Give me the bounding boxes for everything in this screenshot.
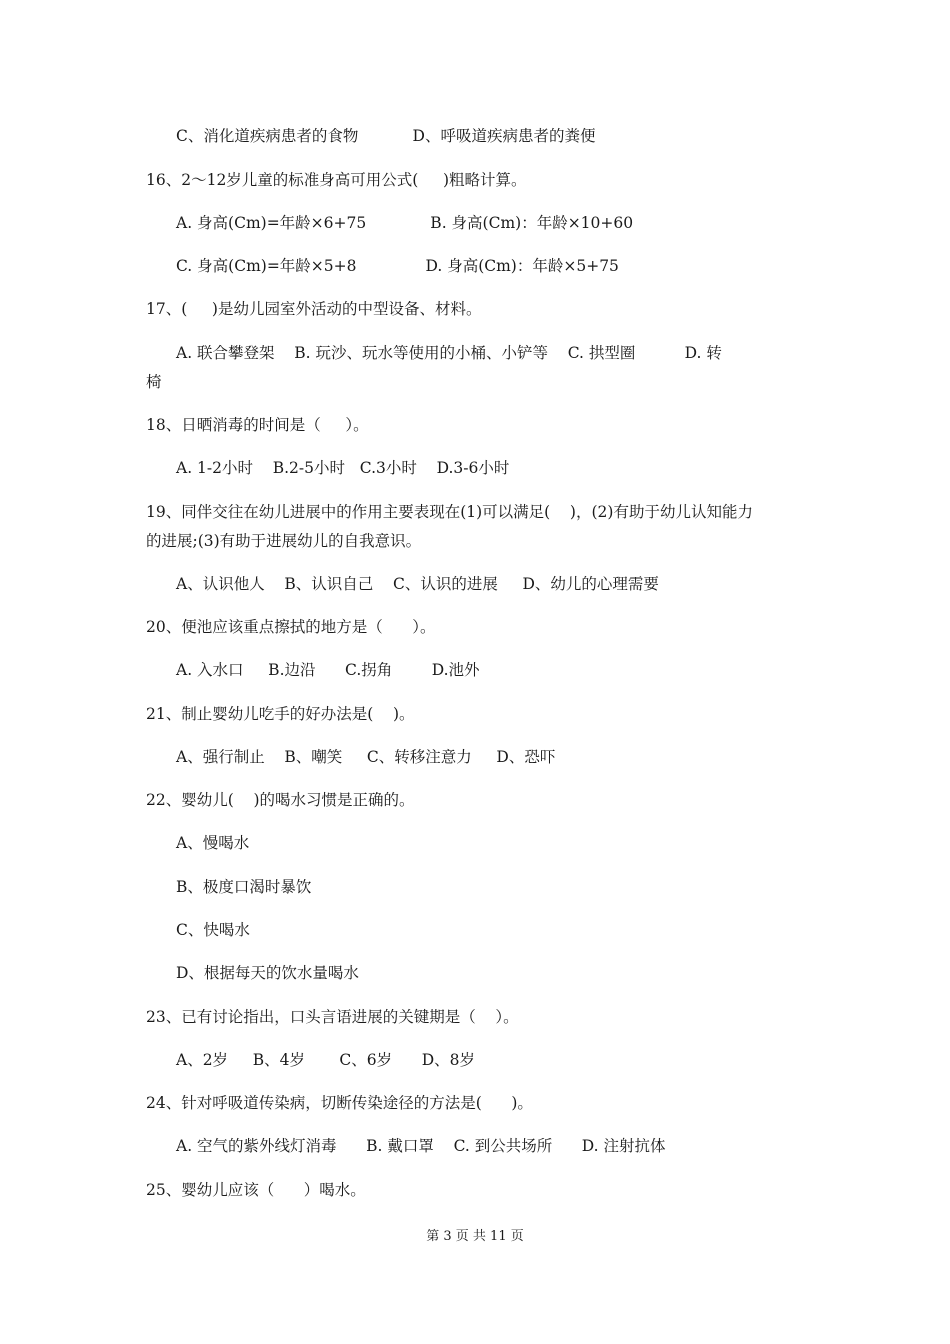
option-line: A、强行制止 B、嘲笑 C、转移注意力 D、恐吓 (176, 748, 556, 766)
question-line: 25、婴幼儿应该（ ）喝水。 (146, 1181, 366, 1199)
option-line: C. 身高(Cm)=年龄×5+8 D. 身高(Cm)：年龄×5+75 (176, 257, 619, 275)
question-line: 19、同伴交往在幼儿进展中的作用主要表现在(1)可以满足( )，(2)有助于幼儿认知能力 (146, 503, 753, 521)
option-line: A. 身高(Cm)=年龄×6+75 B. 身高(Cm)：年龄×10+60 (176, 214, 634, 232)
option-line: A、2岁 B、4岁 C、6岁 D、8岁 (176, 1051, 476, 1069)
wrapped-line: 椅 (146, 373, 162, 391)
option-line: A. 入水口 B.边沿 C.拐角 D.池外 (176, 661, 480, 679)
question-line: 17、( )是幼儿园室外活动的中型设备、材料。 (146, 300, 482, 318)
question-line: 22、婴幼儿( )的喝水习惯是正确的。 (146, 791, 415, 809)
option-line: A、慢喝水 (176, 834, 250, 852)
question-line: 20、便池应该重点擦拭的地方是（ ）。 (146, 618, 436, 636)
question-line: 23、已有讨论指出，口头言语进展的关键期是（ ）。 (146, 1008, 519, 1026)
option-line: A. 1-2小时 B.2-5小时 C.3小时 D.3-6小时 (176, 459, 510, 477)
question-line: 16、2～12岁儿童的标准身高可用公式( )粗略计算。 (146, 171, 527, 189)
option-line: C、快喝水 (176, 921, 250, 939)
option-line: B、极度口渴时暴饮 (176, 878, 312, 896)
question-line: 24、针对呼吸道传染病，切断传染途径的方法是( )。 (146, 1094, 533, 1112)
option-line: A、认识他人 B、认识自己 C、认识的进展 D、幼儿的心理需要 (176, 575, 659, 593)
option-line: C、消化道疾病患者的食物 D、呼吸道疾病患者的粪便 (176, 127, 596, 145)
option-line: D、根据每天的饮水量喝水 (176, 964, 359, 982)
wrapped-line: 的进展;(3)有助于进展幼儿的自我意识。 (146, 532, 422, 550)
page-footer: 第 3 页 共 11 页 (426, 1229, 524, 1244)
question-line: 21、制止婴幼儿吃手的好办法是( )。 (146, 705, 415, 723)
option-line: A. 空气的紫外线灯消毒 B. 戴口罩 C. 到公共场所 D. 注射抗体 (176, 1137, 666, 1155)
option-line: A. 联合攀登架 B. 玩沙、玩水等使用的小桶、小铲等 C. 拱型圈 D. 转 (176, 344, 722, 362)
question-line: 18、日晒消毒的时间是（ ）。 (146, 416, 369, 434)
